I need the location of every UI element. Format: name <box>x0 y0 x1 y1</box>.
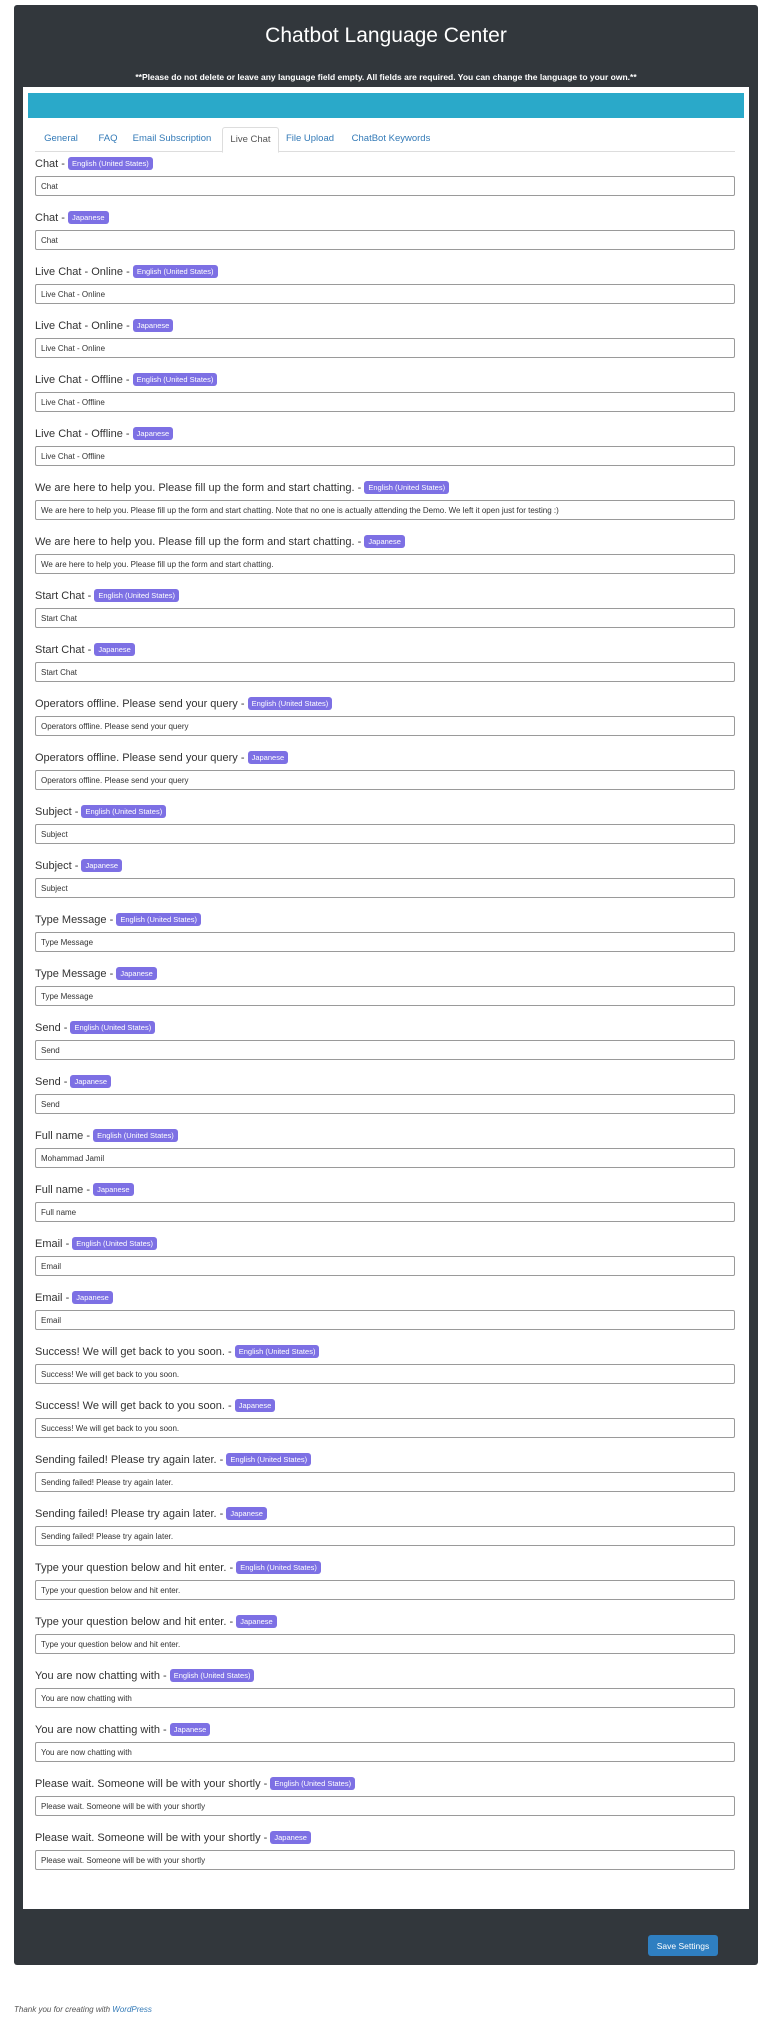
language-badge: Japanese <box>270 1831 311 1844</box>
language-text-field[interactable] <box>35 878 735 898</box>
field-label: Live Chat - Offline - English (United States) <box>35 373 217 386</box>
language-text-field[interactable] <box>35 1634 735 1654</box>
field-label: We are here to help you. Please fill up the form and start chatting. - Japanese <box>35 535 405 548</box>
page-title: Chatbot Language Center <box>265 24 507 47</box>
language-badge: Japanese <box>94 643 135 656</box>
language-text-field[interactable] <box>35 824 735 844</box>
language-text-field[interactable] <box>35 554 735 574</box>
field-label: Live Chat - Online - English (United States) <box>35 265 218 278</box>
field-label-text: Please wait. Someone will be with your shortly <box>35 1778 261 1790</box>
settings-frame <box>14 5 758 1965</box>
field-label: Subject - English (United States) <box>35 805 166 818</box>
field-label-text: We are here to help you. Please fill up the form and start chatting. <box>35 482 355 494</box>
field-label-text: Start Chat <box>35 644 85 656</box>
field-label-text: Live Chat - Online <box>35 266 124 278</box>
language-text-field[interactable] <box>35 446 735 466</box>
language-text-field[interactable] <box>35 1148 735 1168</box>
field-label: Type Message - English (United States) <box>35 913 201 926</box>
field-label: Live Chat - Online - Japanese <box>35 319 173 332</box>
language-text-field[interactable] <box>35 338 735 358</box>
tab-faq[interactable]: FAQ <box>98 133 118 144</box>
field-label-text: Live Chat - Offline <box>35 374 123 386</box>
field-label: Type your question below and hit enter. - English (United States) <box>35 1561 321 1574</box>
settings-panel <box>23 87 749 1909</box>
language-badge: Japanese <box>93 1183 134 1196</box>
language-text-field[interactable] <box>35 176 735 196</box>
language-badge: English (United States) <box>94 589 179 602</box>
field-label: Live Chat - Offline - Japanese <box>35 427 173 440</box>
field-label-text: Email <box>35 1292 63 1304</box>
language-badge: Japanese <box>364 535 405 548</box>
field-label: Success! We will get back to you soon. - English (United States) <box>35 1345 319 1358</box>
language-badge: Japanese <box>116 967 157 980</box>
field-label: Operators offline. Please send your query - English (United States) <box>35 697 332 710</box>
panel-header-bar <box>28 93 744 118</box>
tab-email-subscription[interactable]: Email Subscription <box>132 133 212 144</box>
field-label-text: Chat <box>35 212 59 224</box>
field-label-text: Start Chat <box>35 590 85 602</box>
field-label-text: Type your question below and hit enter. <box>35 1562 227 1574</box>
language-badge: Japanese <box>226 1507 267 1520</box>
field-label: Email - English (United States) <box>35 1237 157 1250</box>
language-badge: English (United States) <box>116 913 201 926</box>
field-label: Start Chat - English (United States) <box>35 589 179 602</box>
tab-file-upload[interactable]: File Upload <box>285 133 335 144</box>
field-label: You are now chatting with - English (United States) <box>35 1669 254 1682</box>
field-label-text: Send <box>35 1076 61 1088</box>
field-label-text: Success! We will get back to you soon. <box>35 1400 225 1412</box>
language-badge: Japanese <box>236 1615 277 1628</box>
field-label-text: Full name <box>35 1130 84 1142</box>
language-badge: English (United States) <box>81 805 166 818</box>
language-text-field[interactable] <box>35 986 735 1006</box>
language-text-field[interactable] <box>35 662 735 682</box>
language-badge: English (United States) <box>93 1129 178 1142</box>
language-text-field[interactable] <box>35 932 735 952</box>
field-label-text: Success! We will get back to you soon. <box>35 1346 225 1358</box>
field-label: You are now chatting with - Japanese <box>35 1723 210 1736</box>
field-label-text: Type Message <box>35 968 107 980</box>
language-text-field[interactable] <box>35 1040 735 1060</box>
language-badge: English (United States) <box>226 1453 311 1466</box>
field-label: Start Chat - Japanese <box>35 643 135 656</box>
language-badge: Japanese <box>248 751 289 764</box>
language-text-field[interactable] <box>35 1526 735 1546</box>
language-text-field[interactable] <box>35 1580 735 1600</box>
language-text-field[interactable] <box>35 284 735 304</box>
field-label-text: Chat <box>35 158 59 170</box>
field-label: Please wait. Someone will be with your shortly - English (United States) <box>35 1777 355 1790</box>
field-label: Send - Japanese <box>35 1075 111 1088</box>
footer-credit <box>14 2005 152 2014</box>
tab-bar <box>35 127 735 152</box>
field-label-text: Sending failed! Please try again later. <box>35 1454 217 1466</box>
language-badge: English (United States) <box>133 265 218 278</box>
language-text-field[interactable] <box>35 770 735 790</box>
field-label: Success! We will get back to you soon. - Japanese <box>35 1399 275 1412</box>
footer-text: Thank you for creating with <box>14 2005 113 2014</box>
field-label: Sending failed! Please try again later. - English (United States) <box>35 1453 311 1466</box>
language-badge: Japanese <box>70 1075 111 1088</box>
language-text-field[interactable] <box>35 716 735 736</box>
language-badge: English (United States) <box>236 1561 321 1574</box>
field-label-text: Email <box>35 1238 63 1250</box>
language-badge: English (United States) <box>270 1777 355 1790</box>
language-badge: English (United States) <box>133 373 218 386</box>
field-label: Send - English (United States) <box>35 1021 155 1034</box>
language-text-field[interactable] <box>35 392 735 412</box>
field-label-text: Type Message <box>35 914 107 926</box>
field-label-text: You are now chatting with <box>35 1724 160 1736</box>
language-badge: Japanese <box>72 1291 113 1304</box>
field-label: Sending failed! Please try again later. - Japanese <box>35 1507 267 1520</box>
language-text-field[interactable] <box>35 500 735 520</box>
save-settings-button[interactable]: Save Settings <box>648 1935 718 1956</box>
language-badge: English (United States) <box>70 1021 155 1034</box>
field-label: Chat - English (United States) <box>35 157 153 170</box>
language-text-field[interactable] <box>35 1688 735 1708</box>
field-label: Operators offline. Please send your query - Japanese <box>35 751 288 764</box>
field-label: Type Message - Japanese <box>35 967 157 980</box>
language-text-field[interactable] <box>35 1472 735 1492</box>
field-label-text: You are now chatting with <box>35 1670 160 1682</box>
language-badge: Japanese <box>133 319 174 332</box>
field-label: Chat - Japanese <box>35 211 109 224</box>
field-label-text: We are here to help you. Please fill up the form and start chatting. <box>35 536 355 548</box>
language-badge: English (United States) <box>364 481 449 494</box>
field-label: Full name - Japanese <box>35 1183 134 1196</box>
language-badge: Japanese <box>68 211 109 224</box>
language-badge: English (United States) <box>72 1237 157 1250</box>
language-badge: English (United States) <box>170 1669 255 1682</box>
wordpress-link[interactable]: WordPress <box>112 2005 152 2014</box>
field-label-text: Please wait. Someone will be with your shortly <box>35 1832 261 1844</box>
language-badge: English (United States) <box>235 1345 320 1358</box>
field-label: Subject - Japanese <box>35 859 122 872</box>
field-label-text: Subject <box>35 806 72 818</box>
language-text-field[interactable] <box>35 1850 735 1870</box>
language-badge: Japanese <box>170 1723 211 1736</box>
field-label: Type your question below and hit enter. - Japanese <box>35 1615 277 1628</box>
language-text-field[interactable] <box>35 1256 735 1276</box>
language-text-field[interactable] <box>35 1364 735 1384</box>
language-badge: Japanese <box>235 1399 276 1412</box>
tab-general[interactable]: General <box>44 133 78 144</box>
tab-chatbot-keywords[interactable]: ChatBot Keywords <box>351 133 431 144</box>
field-label-text: Live Chat - Offline <box>35 428 123 440</box>
language-text-field[interactable] <box>35 1202 735 1222</box>
field-label-text: Sending failed! Please try again later. <box>35 1508 217 1520</box>
tab-live-chat[interactable]: Live Chat <box>222 127 279 153</box>
language-text-field[interactable] <box>35 1796 735 1816</box>
field-label-text: Send <box>35 1022 61 1034</box>
language-badge: English (United States) <box>68 157 153 170</box>
language-text-field[interactable] <box>35 1742 735 1762</box>
field-label: Please wait. Someone will be with your shortly - Japanese <box>35 1831 311 1844</box>
field-label-text: Type your question below and hit enter. <box>35 1616 227 1628</box>
field-label-text: Full name <box>35 1184 84 1196</box>
field-label-text: Live Chat - Online <box>35 320 124 332</box>
language-text-field[interactable] <box>35 1310 735 1330</box>
language-badge: Japanese <box>81 859 122 872</box>
field-label-text: Operators offline. Please send your query <box>35 698 238 710</box>
field-label-text: Operators offline. Please send your query <box>35 752 238 764</box>
field-label: We are here to help you. Please fill up the form and start chatting. - English (United States) <box>35 481 449 494</box>
notice-text: **Please do not delete or leave any language field empty. All fields are required. You can change the language to your own.** <box>135 72 637 82</box>
field-label: Email - Japanese <box>35 1291 113 1304</box>
language-badge: Japanese <box>133 427 174 440</box>
language-text-field[interactable] <box>35 608 735 628</box>
language-text-field[interactable] <box>35 1418 735 1438</box>
language-text-field[interactable] <box>35 230 735 250</box>
language-badge: English (United States) <box>248 697 333 710</box>
language-text-field[interactable] <box>35 1094 735 1114</box>
field-label: Full name - English (United States) <box>35 1129 178 1142</box>
field-label-text: Subject <box>35 860 72 872</box>
